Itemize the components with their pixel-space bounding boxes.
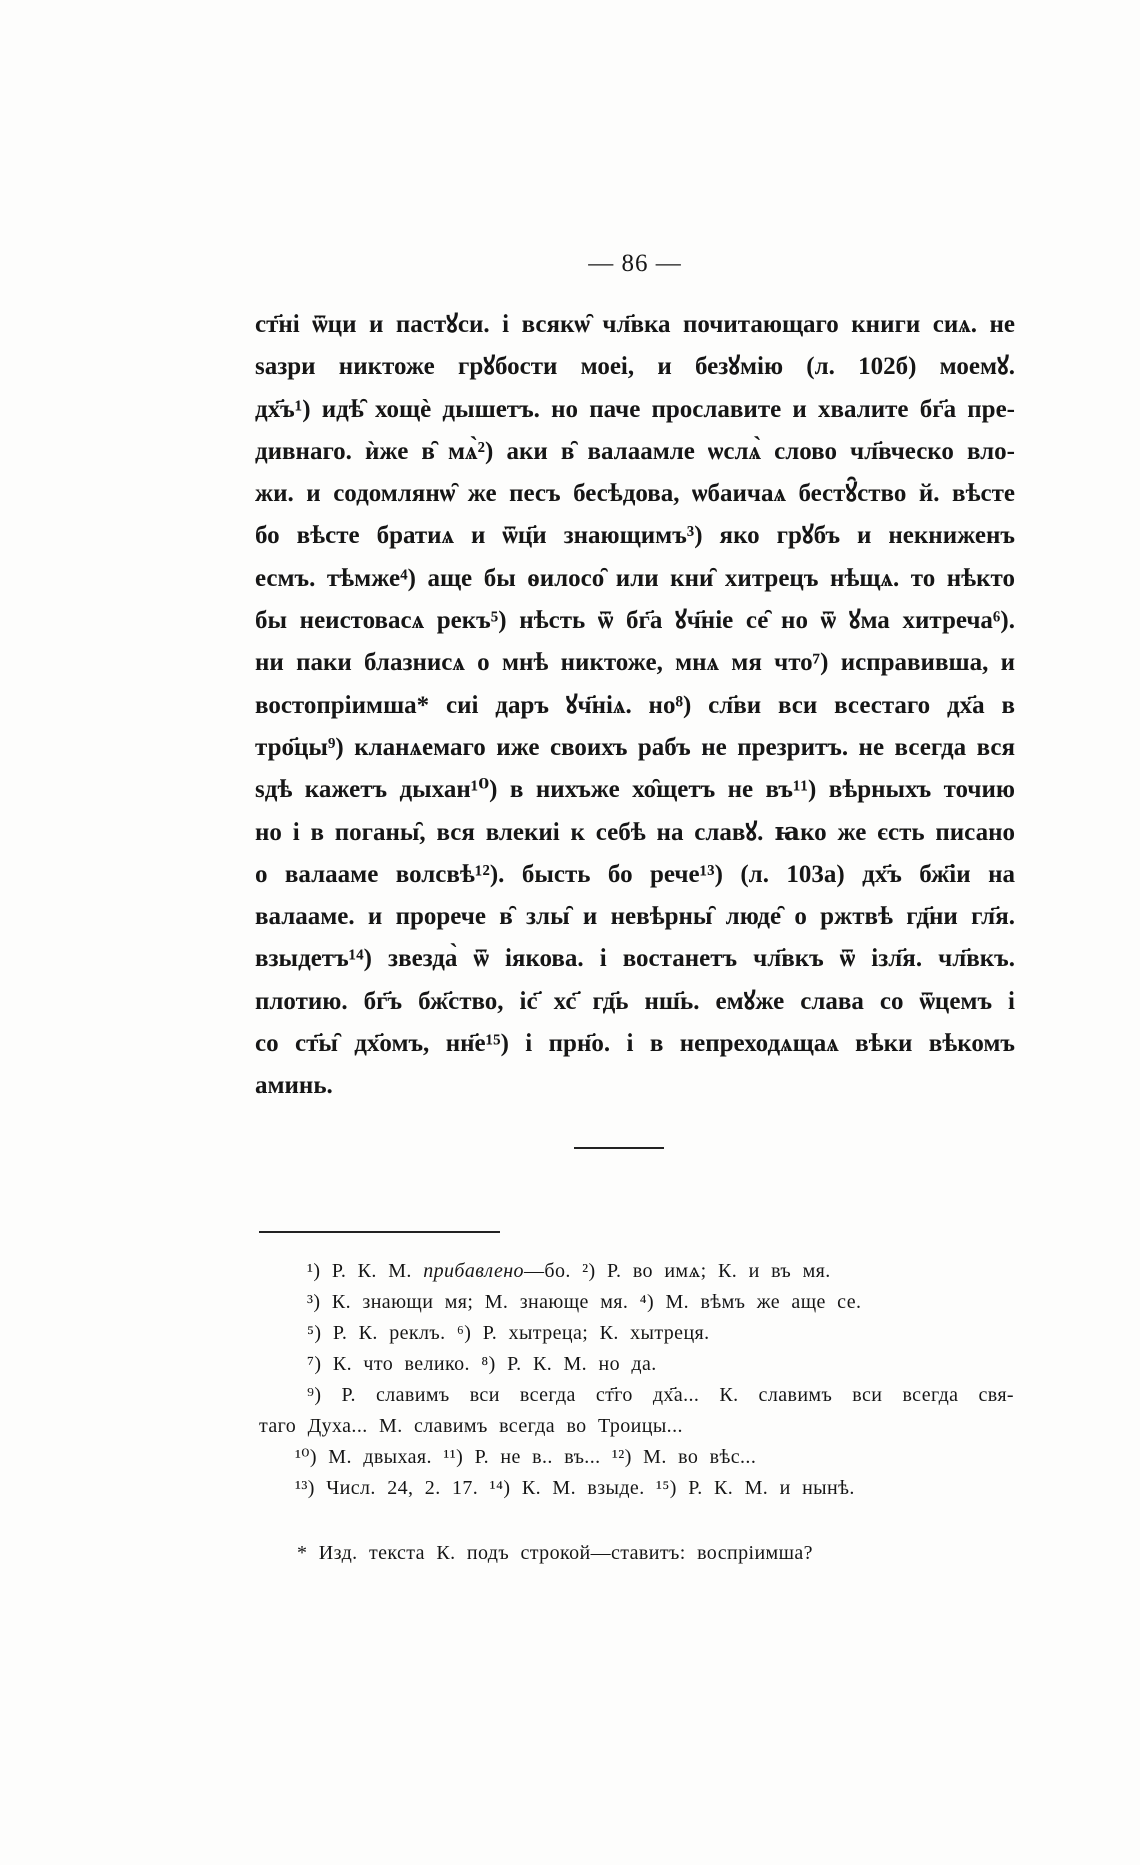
footnote-italic-text: прибавлено xyxy=(423,1260,524,1282)
footnote-rule xyxy=(259,1231,500,1233)
footnote-line: ¹⁰) М. двыхая. ¹¹) Р. не в.. въ... ¹²) М. во вѣс... xyxy=(295,1446,757,1468)
text-line: дивнаго. ѝже в̑ мѧ̀²) аки в̑ валаамле ѡслѧ̀ слово чл҃вческо вло- xyxy=(255,437,1015,465)
footnote-line: таго Духа... М. славимъ всегда во Троицы... xyxy=(259,1415,683,1437)
text-line: взыдетъ¹⁴) звезда̀ ѿ іякова. і востанетъ чл҃вкъ ѿ ізл҃я. чл҃вкъ. xyxy=(255,945,1015,973)
footnote-text: ¹) Р. К. М. xyxy=(307,1260,424,1282)
editor-note: * Изд. текста К. подъ строкой—ставитъ: воспрiимша? xyxy=(297,1542,813,1564)
text-line: плотию. бг҃ъ бж҃ство, іс҃ хс҃ гд҃ь нш҃ь. емꙋже слава со ѿцемъ і xyxy=(255,987,1015,1015)
text-line: со ст҃ы̑ дх҃омъ, нн҃е¹⁵) і прн҃о. і в непреходѧщаѧ вѣки вѣкомъ xyxy=(255,1030,1015,1058)
text-line: бо вѣсте братиѧ и ѿц҃и знающимъ³) яко грꙋбъ и некниженъ xyxy=(255,522,1015,550)
text-line: дх҃ъ¹) идѣ̑ хощѐ дышетъ. но паче прославите и хвалите бг҃а пре- xyxy=(255,395,1015,423)
section-separator xyxy=(574,1147,664,1149)
text-line: востопріимша* сиі даръ ꙋч҃ніѧ. но⁸) сл҃ви вси всестаго дх҃а в xyxy=(255,691,1015,719)
footnotes xyxy=(259,1256,1014,1504)
footnote-line: ⁹) Р. славимъ вси всегда ст҃го дх҃а... К. славимъ вси всегда свя- xyxy=(307,1384,1014,1406)
text-line: тро҃цы⁹) кланѧемаго иже своихъ рабъ не презритъ. не всегда вся xyxy=(255,733,1015,761)
footnote-line: ⁷) К. что велико. ⁸) Р. К. М. но да. xyxy=(307,1353,657,1375)
main-text xyxy=(255,304,1015,1108)
text-line: бы неистовасѧ рекъ⁵) нѣсть ѿ бг҃а ꙋч҃ніе се̑ но ѿ ꙋма хитреча⁶). xyxy=(255,607,1015,635)
footnote-line: ³) К. знающи мя; М. знающе мя. ⁴) М. вѣмъ же аще се. xyxy=(307,1291,862,1313)
text-line: есмъ. тѣмже⁴) аще бы ѳилосо̑ или кни̑ хитрецъ нѣщѧ. то нѣкто xyxy=(255,564,1015,592)
text-line: ѕдѣ кажетъ дыхан¹⁰) в нихъже хо̑щетъ не въ¹¹) вѣрныхъ точию xyxy=(255,776,1015,804)
footnote-line xyxy=(259,1256,1014,1287)
footnote-line: ¹³) Числ. 24, 2. 17. ¹⁴) К. М. взыде. ¹⁵) Р. К. М. и нынѣ. xyxy=(295,1477,855,1499)
text-line: но і в поганы̑, вся влекиі к себѣ на славꙋ. ꙗко же єсть писано xyxy=(255,818,1015,846)
text-line-last: аминь. xyxy=(255,1072,333,1100)
footnote-line: ⁵) Р. К. реклъ. ⁶) Р. хытреца; К. хытреця. xyxy=(307,1322,710,1344)
text-line: ст҃ні ѿци и пастꙋси. і всякѡ̑ чл҃вка почитающаго книги сиѧ. не xyxy=(255,311,1015,338)
text-line: ѕазри никтоже грꙋбости моеі, и безꙋмію (л. 102б) моемꙋ. xyxy=(255,353,1015,381)
text-line: ни паки блазнисѧ о мнѣ никтоже, мнѧ мя что⁷) исправивша, и xyxy=(255,649,1015,677)
footnote-text: —бо. ²) Р. во имѧ; К. и въ мя. xyxy=(523,1260,831,1282)
text-line: валааме. и прорече в̑ злы̑ и невѣрны̑ люде̑ о ржтвѣ гд҃ни гл҃я. xyxy=(255,903,1015,931)
page-number: — 86 — xyxy=(588,250,682,277)
text-line: о валааме волсвѣ¹²). бысть бо рече¹³) (л. 103а) дх҃ъ бж҃іи на xyxy=(255,860,1015,888)
text-line: жи. и содомлянѡ̑ же песъ бесѣдова, ѡбаичаѧ бестꙋ̑ство й. вѣсте xyxy=(255,480,1015,508)
